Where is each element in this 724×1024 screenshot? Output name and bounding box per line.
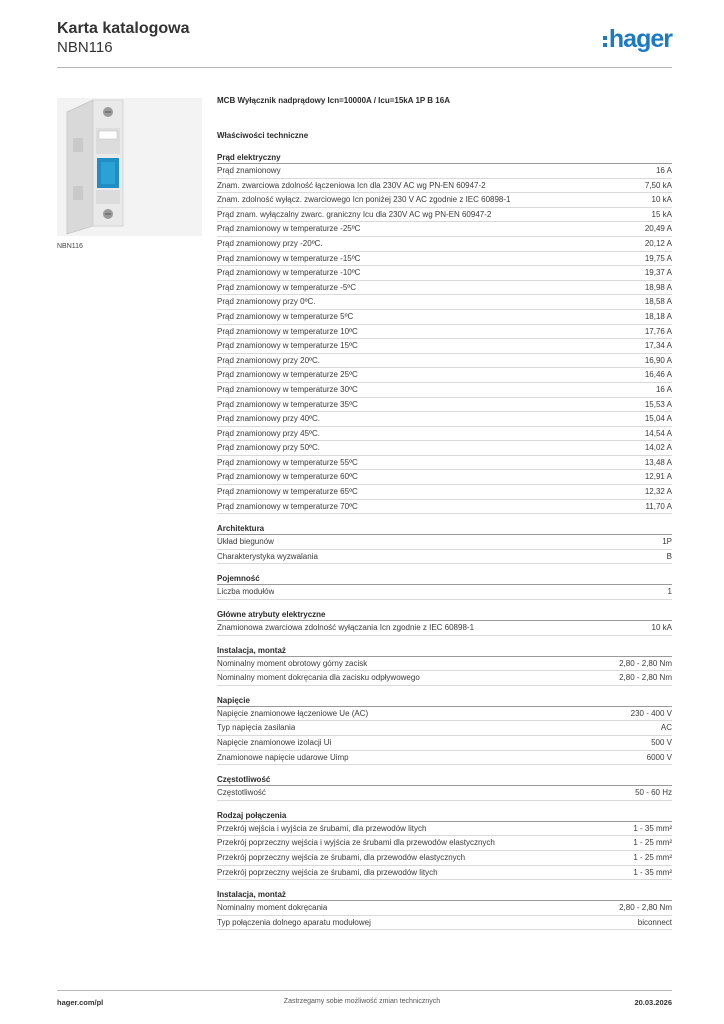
spec-label: Prąd znamionowy w temperaturze -25ºC: [217, 224, 361, 234]
spec-row: [217, 550, 672, 565]
spec-label: Prąd znamionowy w temperaturze 25ºC: [217, 370, 358, 380]
spec-row: [217, 456, 672, 471]
properties-heading: Właściwości techniczne: [217, 131, 309, 140]
spec-label: Prąd znamionowy w temperaturze 70ºC: [217, 501, 358, 511]
spec-label: Nominalny moment obrotowy górny zacisk: [217, 658, 368, 668]
spec-row: [217, 786, 672, 801]
footer-website-link[interactable]: hager.com/pl: [57, 998, 104, 1007]
footer-divider: [57, 990, 672, 991]
spec-label: Przekrój poprzeczny wejścia ze śrubami, dla przewodów litych: [217, 867, 438, 877]
mcb-breaker-icon: [57, 98, 202, 236]
spec-value: 14,02 A: [644, 443, 672, 453]
spec-section: [217, 523, 672, 564]
spec-row: [217, 368, 672, 383]
spec-row: [217, 208, 672, 223]
section-title: Częstotliwość: [217, 774, 672, 786]
spec-label: Nominalny moment dokręcania: [217, 903, 328, 913]
spec-value: 18,18 A: [644, 311, 672, 321]
hager-logo[interactable]: [603, 27, 672, 52]
spec-row: [217, 222, 672, 237]
spec-value: 16 A: [655, 384, 672, 394]
section-title: Instalacja, montaż: [217, 645, 672, 657]
page-subtitle: NBN116: [57, 39, 113, 56]
spec-value: 1P: [662, 537, 672, 547]
spec-row: [217, 295, 672, 310]
spec-value: 15,04 A: [644, 414, 672, 424]
spec-value: 15,53 A: [644, 399, 672, 409]
spec-section: [217, 645, 672, 686]
spec-label: Typ połączenia dolnego aparatu modułowej: [217, 917, 371, 927]
spec-row: [217, 237, 672, 252]
spec-value: 7,50 kA: [644, 180, 672, 190]
spec-value: 2,80 - 2,80 Nm: [619, 903, 672, 913]
spec-row: [217, 427, 672, 442]
spec-label: Prąd znamionowy w temperaturze 30ºC: [217, 384, 358, 394]
spec-label: Prąd znamionowy przy 40ºC.: [217, 414, 320, 424]
section-title: Napięcie: [217, 695, 672, 707]
spec-label: Prąd znamionowy w temperaturze 60ºC: [217, 472, 358, 482]
spec-row: [217, 751, 672, 766]
spec-label: Prąd znamionowy przy 20ºC.: [217, 355, 320, 365]
spec-label: Przekrój poprzeczny wejścia i wyjścia ze śrubami dla przewodów elastycznych: [217, 838, 495, 848]
spec-row: [217, 412, 672, 427]
spec-row: [217, 281, 672, 296]
spec-section: [217, 774, 672, 801]
spec-label: Prąd znamionowy przy 45ºC.: [217, 428, 320, 438]
section-title: Główne atrybuty elektryczne: [217, 609, 672, 621]
spec-row: [217, 193, 672, 208]
spec-value: 17,34 A: [644, 341, 672, 351]
spec-label: Przekrój poprzeczny wejścia ze śrubami, dla przewodów elastycznych: [217, 852, 466, 862]
spec-label: Prąd znamionowy w temperaturze -10ºC: [217, 268, 361, 278]
spec-label: Prąd znamionowy w temperaturze 65ºC: [217, 487, 358, 497]
spec-row: [217, 179, 672, 194]
spec-row: [217, 671, 672, 686]
spec-value: 20,49 A: [644, 224, 672, 234]
spec-label: Znam. zdolność wyłącz. zwarciowego Icn poniżej 230 V AC zgodnie z IEC 60898-1: [217, 195, 511, 205]
spec-label: Prąd znamionowy w temperaturze -5ºC: [217, 282, 356, 292]
spec-row: [217, 266, 672, 281]
spec-row: [217, 721, 672, 736]
spec-value: 1: [667, 587, 672, 597]
spec-value: 12,91 A: [644, 472, 672, 482]
spec-label: Napięcie znamionowe izolacji Ui: [217, 738, 332, 747]
header-divider: [57, 67, 672, 68]
spec-row: [217, 441, 672, 456]
spec-label: Prąd znamionowy w temperaturze 5ºC: [217, 311, 354, 321]
spec-value: 10 kA: [651, 195, 672, 205]
spec-value: 2,80 - 2,80 Nm: [619, 673, 672, 683]
spec-value: 18,98 A: [644, 282, 672, 292]
spec-row: [217, 383, 672, 398]
section-title: Pojemność: [217, 573, 672, 585]
spec-label: Charakterystyka wyzwalania: [217, 551, 318, 561]
spec-row: [217, 310, 672, 325]
spec-value: 20,12 A: [644, 238, 672, 248]
spec-row: [217, 657, 672, 672]
spec-row: [217, 164, 672, 179]
spec-label: Nominalny moment dokręcania dla zacisku odpływowego: [217, 673, 420, 683]
spec-value: 11,70 A: [645, 501, 672, 511]
product-image: [57, 98, 202, 236]
spec-row: [217, 339, 672, 354]
spec-value: 500 V: [651, 738, 672, 747]
product-title: MCB Wyłącznik nadprądowy Icn=10000A / Icu=15kA 1P B 16A: [217, 96, 450, 105]
spec-row: [217, 851, 672, 866]
spec-value: 18,58 A: [644, 297, 672, 307]
spec-section: [217, 609, 672, 636]
spec-value: B: [666, 551, 672, 561]
spec-row: [217, 707, 672, 722]
spec-label: Znamionowe napięcie udarowe Uimp: [217, 752, 349, 762]
section-title: Instalacja, montaż: [217, 889, 672, 901]
spec-row: [217, 901, 672, 916]
spec-label: Prąd znamionowy w temperaturze 55ºC: [217, 457, 358, 467]
spec-row: [217, 398, 672, 413]
spec-value: 12,32 A: [644, 487, 672, 497]
footer-disclaimer: Zastrzegamy sobie możliwość zmian technicznych: [283, 998, 441, 1005]
spec-value: 19,37 A: [644, 268, 672, 278]
spec-label: Prąd znam. wyłączalny zwarc. graniczny Icu dla 230V AC wg PN-EN 60947-2: [217, 209, 492, 219]
spec-row: [217, 866, 672, 881]
spec-row: [217, 822, 672, 837]
spec-row: [217, 500, 672, 515]
spec-label: Napięcie znamionowe łączeniowe Ue (AC): [217, 708, 369, 718]
image-caption: NBN116: [57, 243, 83, 250]
spec-label: Układ biegunów: [217, 537, 274, 547]
spec-sections: [217, 152, 672, 930]
spec-value: 17,76 A: [644, 326, 672, 336]
spec-row: [217, 470, 672, 485]
spec-row: [217, 836, 672, 851]
spec-label: Znamionowa zwarciowa zdolność wyłączania Icn zgodnie z IEC 60898-1: [217, 623, 475, 633]
spec-value: 10 kA: [651, 623, 672, 633]
spec-value: 6000 V: [646, 752, 672, 762]
spec-row: [217, 621, 672, 636]
section-title: Architektura: [217, 523, 672, 535]
spec-row: [217, 585, 672, 600]
spec-value: 1 - 35 mm²: [633, 823, 672, 833]
spec-section: [217, 152, 672, 514]
section-title: Rodzaj połączenia: [217, 810, 672, 822]
logo-text: hager: [608, 25, 672, 53]
spec-value: 14,54 A: [644, 428, 672, 438]
spec-label: Prąd znamionowy w temperaturze 35ºC: [217, 399, 358, 409]
spec-section: [217, 889, 672, 930]
spec-label: Prąd znamionowy: [217, 166, 281, 175]
spec-label: Częstotliwość: [217, 788, 266, 798]
spec-value: biconnect: [637, 917, 672, 927]
spec-label: Znam. zwarciowa zdolność łączeniowa Icn dla 230V AC wg PN-EN 60947-2: [217, 180, 486, 190]
page-title: Karta katalogowa: [57, 20, 190, 37]
spec-value: 19,75 A: [644, 253, 672, 263]
spec-content: [217, 96, 672, 939]
spec-value: 16,90 A: [644, 355, 672, 365]
spec-label: Przekrój wejścia i wyjścia ze śrubami, dla przewodów litych: [217, 823, 427, 833]
spec-value: 1 - 25 mm²: [633, 852, 672, 862]
spec-section: [217, 573, 672, 600]
spec-value: 2,80 - 2,80 Nm: [619, 658, 672, 668]
spec-row: [217, 535, 672, 550]
footer-date: 20.03.2026: [634, 998, 672, 1007]
spec-value: 1 - 25 mm²: [633, 838, 672, 848]
spec-label: Prąd znamionowy w temperaturze 15ºC: [217, 341, 358, 351]
spec-label: Prąd znamionowy w temperaturze -15ºC: [217, 253, 361, 263]
spec-row: [217, 916, 672, 931]
spec-value: 1 - 35 mm²: [633, 867, 672, 877]
spec-label: Prąd znamionowy przy 0ºC.: [217, 297, 316, 307]
spec-row: [217, 325, 672, 340]
spec-value: AC: [660, 723, 672, 733]
spec-value: 16,46 A: [644, 370, 672, 380]
spec-value: 13,48 A: [644, 457, 672, 467]
spec-row: [217, 485, 672, 500]
spec-value: 16 A: [655, 166, 672, 175]
spec-label: Prąd znamionowy przy -20ºC.: [217, 238, 323, 248]
spec-label: Prąd znamionowy w temperaturze 10ºC: [217, 326, 358, 336]
spec-value: 230 - 400 V: [630, 708, 672, 718]
spec-value: 15 kA: [651, 209, 672, 219]
spec-row: [217, 354, 672, 369]
spec-section: [217, 810, 672, 880]
spec-label: Liczba modułów: [217, 587, 275, 597]
spec-section: [217, 695, 672, 765]
spec-label: Prąd znamionowy przy 50ºC.: [217, 443, 320, 453]
spec-row: [217, 736, 672, 751]
spec-value: 50 - 60 Hz: [635, 788, 672, 798]
logo-dots-icon: [603, 36, 607, 47]
spec-row: [217, 252, 672, 267]
spec-label: Typ napięcia zasilania: [217, 723, 296, 733]
section-title: Prąd elektryczny: [217, 152, 672, 164]
